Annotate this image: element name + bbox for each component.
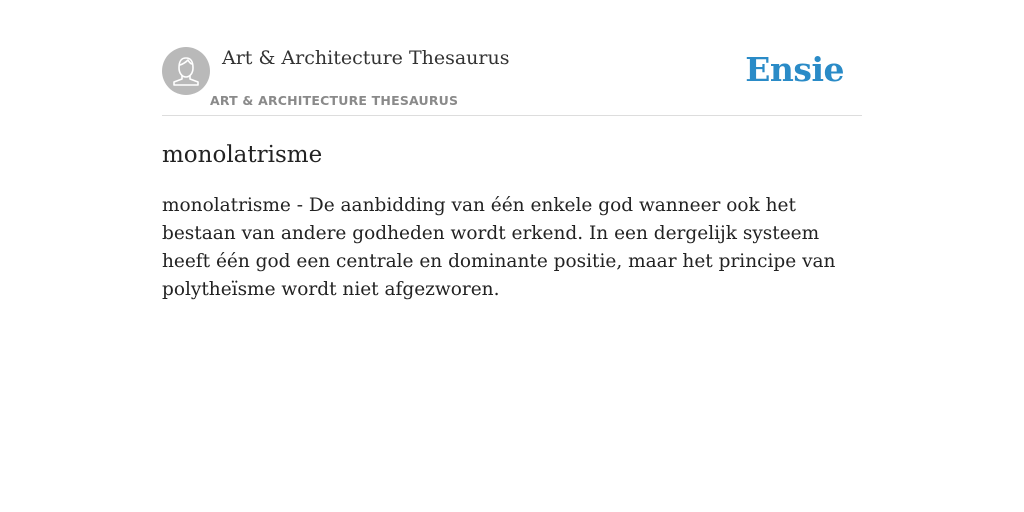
term-definition: monolatrisme - De aanbidding van één enkele god wanneer ook het bestaan van andere godheden wordt erkend. In een dergelijk systeem heeft één god een centrale en dominante positie, maar het principe van polytheïsme wordt niet afgezworen. — [162, 195, 836, 300]
user-icon — [162, 47, 210, 95]
author-name[interactable]: Art & Architecture Thesaurus — [222, 47, 510, 69]
page-content — [162, 0, 862, 512]
brand-logo[interactable]: Ensie — [745, 50, 844, 89]
term-title: monolatrisme — [162, 142, 323, 168]
entry-header — [162, 0, 862, 116]
author-subtitle: ART & ARCHITECTURE THESAURUS — [210, 93, 459, 108]
author-avatar[interactable] — [162, 47, 210, 95]
